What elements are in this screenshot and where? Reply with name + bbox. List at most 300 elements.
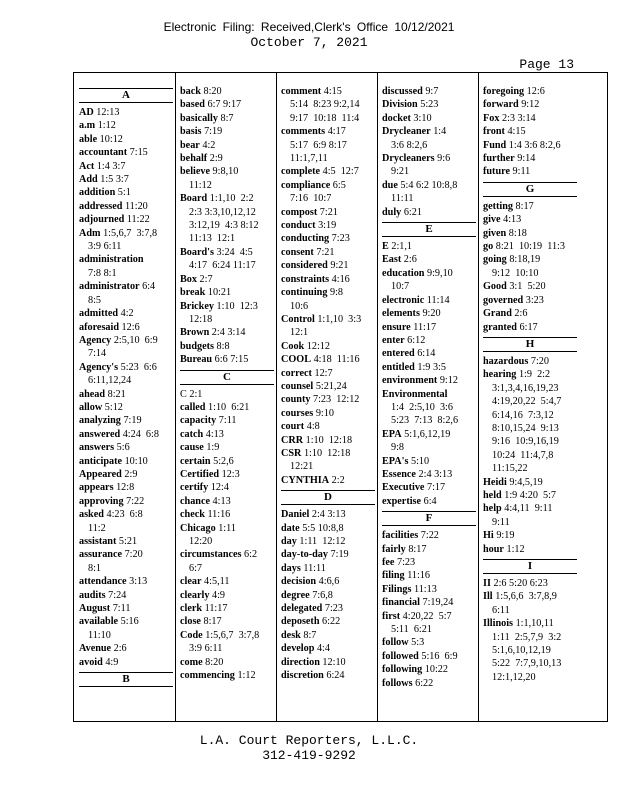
index-entry [180,428,274,441]
index-entry [483,200,577,213]
page-line-refs: 10:21 [207,287,232,299]
page-line-refs: 7:20 [124,549,143,561]
index-term: Division [382,99,418,111]
page-line-refs: 1:5,6,6 3:7,8,9 [495,591,557,603]
index-entry [382,650,476,663]
page-line-refs: 5:2,6 [213,455,234,467]
index-entry [382,267,476,280]
page-line-refs: 8:17 [515,200,534,212]
index-term: following [382,664,423,676]
page-line-refs-continued: 5:17 6:9 8:17 [290,139,347,151]
index-term: court [281,421,305,433]
page-line-refs: 6:14 [417,348,436,360]
index-entry [180,152,274,165]
section-letter-heading: I [483,559,577,574]
page-line-refs-continued: 8:10,15,24 9:13 [492,422,559,434]
index-entry [382,388,476,401]
index-term: environment [382,375,438,387]
index-term: certify [180,482,209,494]
index-entry [79,133,173,146]
index-entry [382,347,476,360]
page-line-refs: 9:20 [422,308,441,320]
index-term: front [483,126,505,138]
page-line-refs-continued: 6:7 [189,562,203,574]
page-line-refs: 1:1,10,11 [515,618,554,630]
index-term: clear [180,576,202,588]
index-term: clerk [180,603,203,615]
index-entry [382,179,476,192]
index-term: answered [79,428,121,440]
page-line-refs-continued: 11:12 [189,179,212,191]
page-line-refs: 8:20 [203,86,222,97]
index-entry [281,407,375,420]
page-line-refs-continued: 1:4 2:5,10 3:6 [391,401,453,413]
index-entry [79,642,173,655]
index-entry [483,543,577,556]
page-line-refs: 9:10 [315,407,334,419]
index-term: entered [382,348,415,360]
index-entry [281,434,375,447]
page-line-refs: 9:6 [437,153,451,165]
index-term: Cook [281,340,305,352]
page-line-refs: 1:12 [97,120,116,132]
page-line-refs-continued: 8:1 [88,562,102,574]
page-line-refs: 1:10 12:18 [303,447,351,459]
index-entry [382,543,476,556]
index-entry [382,374,476,387]
page-line-refs-continued: 9:17 10:18 11:4 [290,112,360,124]
index-term: Fox [483,112,500,124]
page-line-refs: 2:3 3:14 [501,112,536,124]
page-line-refs: 12:8 [116,482,135,494]
page-line-refs: 2:9 [209,153,223,165]
index-entry [382,361,476,374]
index-term: a.m [79,120,96,132]
index-term: Grand [483,308,512,320]
index-entry [382,112,476,125]
index-term: aforesaid [79,321,119,333]
index-entry [483,98,577,111]
index-entry [382,583,476,596]
page-line-refs: 5:16 6:9 [421,650,458,662]
index-entry [79,428,173,441]
index-entry [79,253,173,266]
index-entry [382,529,476,542]
page-line-refs-continued: 6:11 [492,604,510,616]
page-line-refs: 9:19 [496,530,515,542]
index-entry [79,508,173,521]
column-divider [478,73,479,721]
index-entry [79,160,173,173]
page-line-refs: 12:6 [526,86,545,97]
index-term: filing [382,570,405,582]
index-term: fairly [382,543,406,555]
page-line-refs: 9:21 [330,260,349,272]
index-term: Chicago [180,522,216,534]
index-column-4 [382,85,476,721]
page-line-refs: 7:22 [420,530,439,542]
footer-phone: 312-419-9292 [262,748,356,763]
index-term: analyzing [79,415,121,427]
section-letter-heading: E [382,222,476,237]
index-term: Avenue [79,643,112,655]
index-column-2 [180,85,274,721]
index-term: EPA's [382,455,409,467]
page-line-refs: 4:2 [202,139,216,151]
index-entry [483,476,577,489]
page-line-refs-continued: 3:9 6:11 [189,643,223,655]
index-entry [79,535,173,548]
index-entry [180,326,274,339]
index-entry [483,577,577,590]
index-entry [382,455,476,468]
index-term: COOL [281,354,312,366]
index-term: comments [281,126,326,138]
index-term: Daniel [281,509,310,521]
index-entry [180,669,274,682]
index-entry [382,125,476,138]
index-entry [180,548,274,561]
index-column-1 [79,85,173,721]
page-line-refs: 1:12 [506,543,525,555]
page-line-refs-continued: 6:14,16 7:3,12 [492,409,554,421]
index-entry [382,610,476,623]
index-term: believe [180,166,210,178]
page-line-refs: 5:1 [117,187,131,199]
index-entry [281,508,375,521]
page-line-refs: 4:2 [120,308,134,320]
index-entry [180,401,274,414]
index-entry [281,669,375,682]
index-entry [281,380,375,393]
page-line-refs: 4:9 [211,589,225,601]
page-line-refs-continued: 11:13 12:1 [189,233,236,245]
index-term: conduct [281,220,316,232]
index-entry [281,589,375,602]
page-line-refs-continued: 6:11,12,24 [88,375,132,387]
page-line-refs: 1:1,10 3:3 [317,313,362,325]
index-entry [281,313,375,326]
index-term: Agency [79,334,112,346]
page-line-refs: 9:12 [521,99,540,111]
page-line-refs: 11:16 [407,570,431,582]
page-line-refs: 1:10 12:18 [305,434,353,446]
index-entry [79,213,173,226]
index-entry [281,642,375,655]
page-line-refs: 7:11 [112,603,131,615]
page-line-refs: 11:20 [124,200,148,212]
index-term: going [483,254,507,266]
page-line-refs-continued: 7:14 [88,348,107,360]
index-column-3 [281,85,375,721]
page-line-refs: 1:9 4:20 5:7 [504,489,557,501]
page-line-refs: 1:5,6,7 3:7,8 [103,227,158,239]
page-line-refs-continued: 9:16 10:9,16,19 [492,436,559,448]
index-term: CRR [281,434,304,446]
index-term: Agency's [79,361,119,373]
document-date: October 7, 2021 [250,35,368,50]
index-term: enter [382,334,405,346]
page-line-refs: 2:4 3:14 [211,327,246,339]
page-line-refs: 2:6 [403,254,417,266]
page-line-refs: 1:9 [206,442,220,454]
page-line-refs-continued: 9:8 [391,442,405,454]
index-entry [483,502,577,515]
index-term: East [382,254,402,266]
index-entry [79,173,173,186]
index-entry [382,481,476,494]
page-line-refs: 7:23 [396,557,416,568]
page-line-refs-continued: 3:9 6:11 [88,241,122,253]
index-term: back [180,86,201,97]
index-term: compliance [281,179,331,191]
page-line-refs: 11:14 [426,294,450,306]
index-term: Ill [483,591,493,603]
index-entry [382,85,476,98]
index-term: Bureau [180,354,213,366]
index-entry [382,495,476,508]
page-line-refs: 1:4 3:6 8:2,6 [508,139,561,151]
index-entry [382,307,476,320]
page-line-refs: 6:7 9:17 [207,99,242,111]
index-term: Brickey [180,300,214,312]
page-line-refs: 12:4 [210,482,229,494]
page-line-refs-continued: 5:22 7:7,9,10,13 [492,658,562,670]
index-entry [180,139,274,152]
index-entry [180,575,274,588]
page-line-refs: 12:13 [96,107,120,118]
index-term: called [180,401,206,413]
index-entry [281,656,375,669]
page-line-refs: 5:3 [411,637,425,649]
index-term: able [79,133,98,145]
index-entry [483,125,577,138]
index-term: approving [79,495,124,507]
section-letter-heading: A [79,88,173,103]
index-term: come [180,656,203,668]
index-term: day-to-day [281,549,328,561]
page-line-refs: 9:8 [329,287,344,299]
index-term: hour [483,543,504,555]
index-term: facilities [382,530,419,542]
index-term: E [382,241,389,253]
index-term: degree [281,589,310,601]
page-line-refs: 1:5 3:7 [100,174,129,186]
index-entry [79,589,173,602]
index-term: Brown [180,327,210,339]
page-line-refs: 9:9,10 [427,267,453,279]
page-line-refs: 6:21 [403,206,422,218]
index-entry [281,629,375,642]
index-entry [180,165,274,178]
index-entry [180,522,274,535]
index-entry [281,219,375,232]
index-entry [180,112,274,125]
index-entry [382,677,476,690]
page-line-refs: 4:17 [327,126,346,138]
index-term: desk [281,629,301,641]
page-line-refs: 8:18 [508,227,527,239]
page-line-refs-continued: 2:3 3:3,10,12,12 [189,206,256,218]
filing-stamp-line: Electronic Filing: Received,Clerk's Office 10/12/2021 [163,20,455,34]
page-line-refs: 7:11 [218,415,237,427]
word-index-frame [73,72,608,722]
page-line-refs: 7:22 [126,495,145,507]
page-line-refs: 2:7 [199,273,213,285]
page-line-refs: 1:10 12:3 [216,300,258,312]
page-line-refs: 8:7 [303,629,317,641]
page-line-refs: 4:4 [316,643,330,655]
page-line-refs: 8:21 10:19 11:3 [495,241,565,253]
index-entry [180,455,274,468]
index-term: followed [382,650,419,662]
page-line-refs: 6:5 [332,179,346,191]
index-term: foregoing [483,86,525,97]
index-term: Board's [180,246,214,258]
index-entry [180,468,274,481]
index-term: held [483,489,502,501]
index-term: ahead [79,388,106,400]
page-line-refs: 11:17 [413,321,437,333]
index-term: help [483,503,502,515]
index-term: ensure [382,321,411,333]
index-entry [180,414,274,427]
index-entry [79,106,173,119]
page-line-refs: 12:6 [121,321,140,333]
index-entry [382,663,476,676]
index-entry [180,353,274,366]
page-number: Page 13 [519,57,574,72]
index-term: check [180,509,205,521]
index-term: Fund [483,139,507,151]
page-line-refs: 2:4 3:13 [311,509,346,521]
page-line-refs: 5:4 6:2 10:8,8 [400,179,458,191]
page-line-refs: 3:19 [318,220,337,232]
index-entry [79,334,173,347]
index-entry [483,152,577,165]
index-term: given [483,227,507,239]
page-line-refs: 8:7 [220,112,234,124]
footer-company: L.A. Court Reporters, L.L.C. [199,733,419,748]
page-line-refs: 9:14 [517,153,536,165]
index-term: Essence [382,468,416,480]
page-line-refs-continued: 1:11 2:5,7,9 3:2 [492,631,562,643]
index-entry [281,602,375,615]
index-entry [483,294,577,307]
page-line-refs: 4:13 [212,495,231,507]
index-term: Drycleaner [382,126,431,138]
page-line-refs: 4:4,11 9:11 [504,503,553,515]
page-line-refs: 9:8,10 [212,166,239,178]
page-line-refs: 12:12 [306,340,330,352]
index-term: asked [79,509,104,521]
index-term: Hi [483,530,494,542]
page-line-refs-continued: 5:11 6:21 [391,624,432,636]
index-entry [79,481,173,494]
index-entry [382,596,476,609]
index-entry [281,232,375,245]
page-line-refs: 6:24 [326,670,345,682]
page-line-refs: 5:21 [118,536,138,547]
section-letter-heading: C [180,370,274,385]
index-entry [483,227,577,240]
index-term: addition [79,187,116,199]
index-term: Executive [382,482,425,494]
index-term: Filings [382,583,412,595]
index-term: fee [382,557,395,568]
index-entry [180,441,274,454]
index-term: Box [180,273,197,285]
page-line-refs: 7:24 [108,589,127,601]
page-line-refs: 10:22 [424,664,448,676]
index-entry [281,562,375,575]
index-entry [382,334,476,347]
page-line-refs: 4:16 [331,273,350,285]
page-line-refs: 7:15 [129,147,148,159]
page-line-refs: 8:17 [203,616,222,628]
index-entry [180,286,274,299]
index-entry [281,273,375,286]
page-line-refs: 7:17 [426,482,446,494]
index-term: education [382,267,425,279]
page-line-refs: 3:10 [413,112,432,124]
page-line-refs: 7:21 [316,246,335,258]
index-term: attendance [79,576,127,588]
index-term: Code [180,629,203,641]
index-entry [79,280,173,293]
index-term: August [79,603,111,615]
index-term: continuing [281,287,328,299]
index-entry [483,307,577,320]
page-line-refs: 5:1,6,12,19 [404,428,451,440]
page-line-refs: 1:9 2:2 [518,369,551,381]
index-entry [79,307,173,320]
index-entry [180,98,274,111]
index-entry [180,589,274,602]
section-letter-heading: G [483,182,577,197]
section-letter-heading: F [382,511,476,526]
index-entry [79,548,173,561]
page-line-refs: 2:5,10 6:9 [113,334,158,346]
page-line-refs: 3:1 5:20 [509,281,546,293]
page-line-refs: 6:4 [142,281,156,293]
index-term: based [180,99,205,111]
page-line-refs-continued: 12:21 [290,461,314,473]
page-line-refs: 7:23 12:12 [312,394,360,406]
index-entry [382,240,476,253]
page-line-refs: 11:17 [204,603,228,615]
index-term: Control [281,313,315,325]
index-entry [483,321,577,334]
index-term: entitled [382,361,415,373]
index-term: date [281,522,300,534]
index-entry [382,569,476,582]
page-line-refs: 11:13 [414,583,437,595]
page-line-refs: 4:13 [503,214,522,226]
section-letter-heading: B [79,672,173,687]
index-term: give [483,214,501,226]
index-entry [180,615,274,628]
index-entry [483,165,577,178]
index-term: Certified [180,468,220,480]
page-line-refs: 4:6,6 [318,576,340,588]
index-term: C [180,388,187,400]
index-entry [483,112,577,125]
index-term: appears [79,482,114,494]
index-entry [79,615,173,628]
page-line-refs: 7:23 [324,603,343,615]
index-term: anticipate [79,455,123,467]
